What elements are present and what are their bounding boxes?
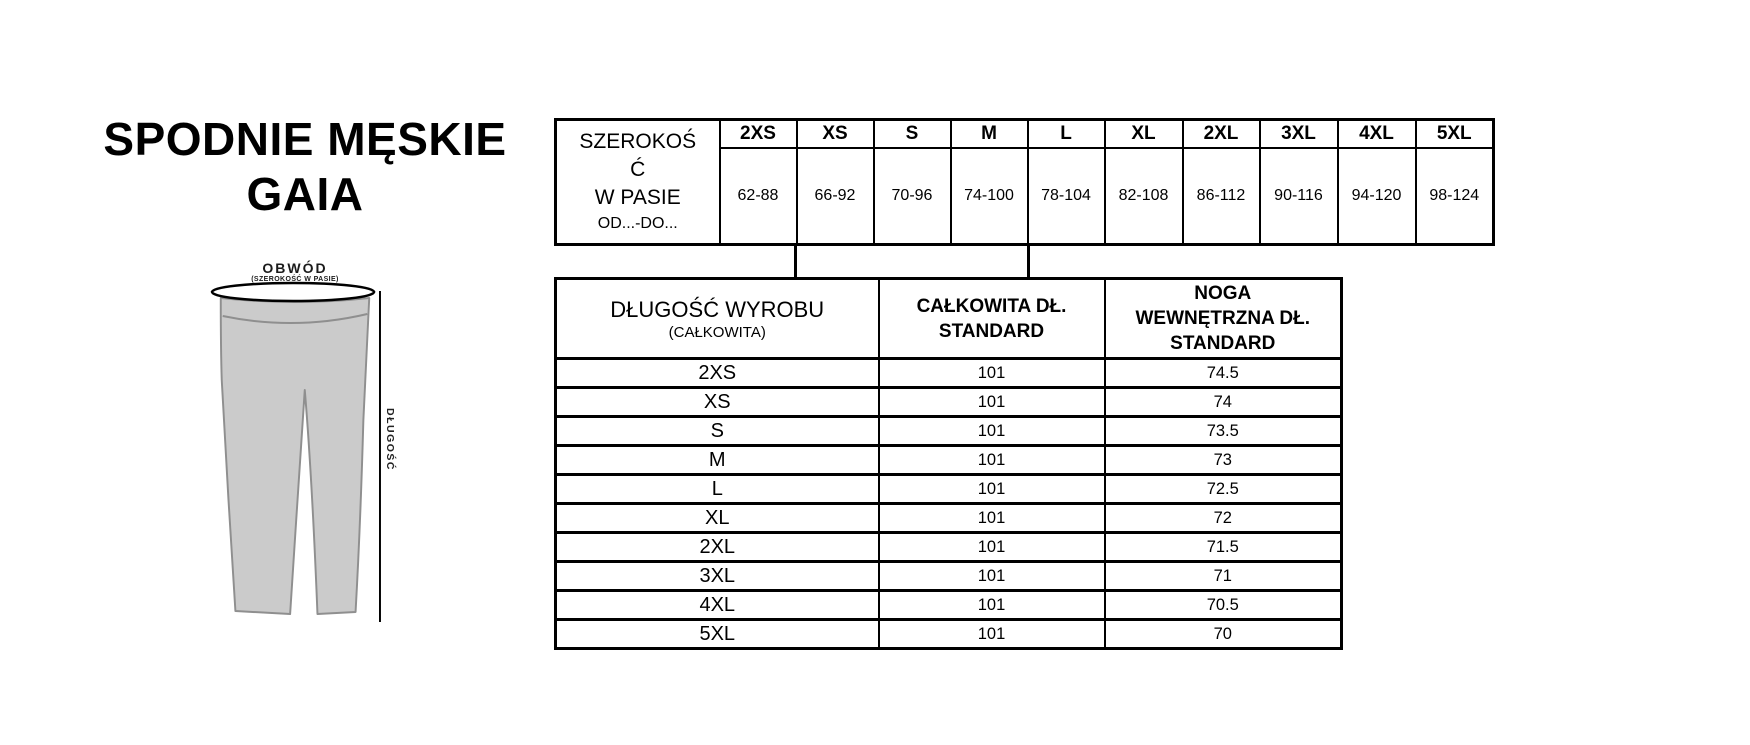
length-table-row xyxy=(556,359,1342,388)
length-table xyxy=(554,277,1343,650)
waist-header-line3: W PASIE xyxy=(594,186,681,209)
page-title-line1: SPODNIE MĘSKIE xyxy=(103,113,507,165)
waist-table-header-cell xyxy=(556,120,720,245)
length-table-row xyxy=(556,533,1342,562)
row-size: 2XS xyxy=(556,359,879,388)
row-total-length: 101 xyxy=(879,417,1105,446)
waist-size-header: 5XL xyxy=(1416,120,1494,149)
length-col1-header xyxy=(556,279,879,359)
length-col1-header-line1: DŁUGOŚĆ WYROBU xyxy=(610,296,825,322)
waist-range-cell: 62-88 xyxy=(720,148,797,245)
row-inner-leg: 72 xyxy=(1105,504,1342,533)
waist-size-header: XS xyxy=(797,120,874,149)
length-col3-header: NOGA WEWNĘTRZNA DŁ. STANDARD xyxy=(1105,279,1342,359)
waist-range-cell: 90-116 xyxy=(1260,148,1338,245)
row-size: 5XL xyxy=(556,620,879,649)
waist-size-header: S xyxy=(874,120,951,149)
waist-range-cell: 66-92 xyxy=(797,148,874,245)
row-total-length: 101 xyxy=(879,591,1105,620)
row-inner-leg: 71.5 xyxy=(1105,533,1342,562)
length-col2-header: CAŁKOWITA DŁ. STANDARD xyxy=(879,279,1105,359)
waist-size-header: 3XL xyxy=(1260,120,1338,149)
row-inner-leg: 71 xyxy=(1105,562,1342,591)
length-table-row xyxy=(556,475,1342,504)
row-total-length: 101 xyxy=(879,504,1105,533)
waist-header-line1: SZEROKOŚ xyxy=(579,130,697,153)
row-size: 4XL xyxy=(556,591,879,620)
length-table-row xyxy=(556,417,1342,446)
pants-diagram xyxy=(170,250,420,640)
waist-size-header: 2XL xyxy=(1183,120,1260,149)
waist-size-header: XL xyxy=(1105,120,1183,149)
table-connector-line xyxy=(794,246,797,278)
row-size: S xyxy=(556,417,879,446)
row-inner-leg: 70.5 xyxy=(1105,591,1342,620)
waist-range-cell: 74-100 xyxy=(951,148,1028,245)
row-inner-leg: 70 xyxy=(1105,620,1342,649)
row-size: 3XL xyxy=(556,562,879,591)
waist-range-cell: 78-104 xyxy=(1028,148,1105,245)
row-size: M xyxy=(556,446,879,475)
row-total-length: 101 xyxy=(879,475,1105,504)
waist-range-cell: 94-120 xyxy=(1338,148,1416,245)
length-table-row xyxy=(556,591,1342,620)
page-title xyxy=(60,112,550,222)
row-inner-leg: 73.5 xyxy=(1105,417,1342,446)
length-col1-header-line2: (CAŁKOWITA) xyxy=(668,323,766,341)
length-table-row xyxy=(556,446,1342,475)
waist-header-line4: OD...-DO... xyxy=(597,215,678,232)
waist-range-cell: 98-124 xyxy=(1416,148,1494,245)
waist-range-cell: 82-108 xyxy=(1105,148,1183,245)
row-size: XL xyxy=(556,504,879,533)
row-size: XS xyxy=(556,388,879,417)
waist-measure-sublabel: (SZEROKOŚĆ W PASIE) xyxy=(251,276,339,283)
waist-size-header: L xyxy=(1028,120,1105,149)
row-size: L xyxy=(556,475,879,504)
waist-header-line2: Ć xyxy=(630,158,646,181)
table-connector-line xyxy=(1027,246,1030,278)
waist-size-header: M xyxy=(951,120,1028,149)
row-inner-leg: 73 xyxy=(1105,446,1342,475)
row-total-length: 101 xyxy=(879,533,1105,562)
row-total-length: 101 xyxy=(879,388,1105,417)
waist-range-cell: 70-96 xyxy=(874,148,951,245)
length-table-row xyxy=(556,504,1342,533)
row-size: 2XL xyxy=(556,533,879,562)
row-inner-leg: 72.5 xyxy=(1105,475,1342,504)
waist-size-table xyxy=(554,118,1495,246)
waist-measure-label: OBWÓD xyxy=(262,260,328,276)
row-inner-leg: 74.5 xyxy=(1105,359,1342,388)
waist-range-cell: 86-112 xyxy=(1183,148,1260,245)
pants-shape xyxy=(221,298,369,614)
row-total-length: 101 xyxy=(879,620,1105,649)
row-total-length: 101 xyxy=(879,562,1105,591)
length-measure-label: DŁUGOŚĆ xyxy=(384,408,396,471)
waist-size-header: 4XL xyxy=(1338,120,1416,149)
row-total-length: 101 xyxy=(879,359,1105,388)
waist-ellipse xyxy=(212,283,374,301)
length-table-row xyxy=(556,562,1342,591)
length-table-row xyxy=(556,620,1342,649)
row-inner-leg: 74 xyxy=(1105,388,1342,417)
row-total-length: 101 xyxy=(879,446,1105,475)
waist-size-header: 2XS xyxy=(720,120,797,149)
page-title-line2: GAIA xyxy=(246,168,364,220)
length-table-row xyxy=(556,388,1342,417)
